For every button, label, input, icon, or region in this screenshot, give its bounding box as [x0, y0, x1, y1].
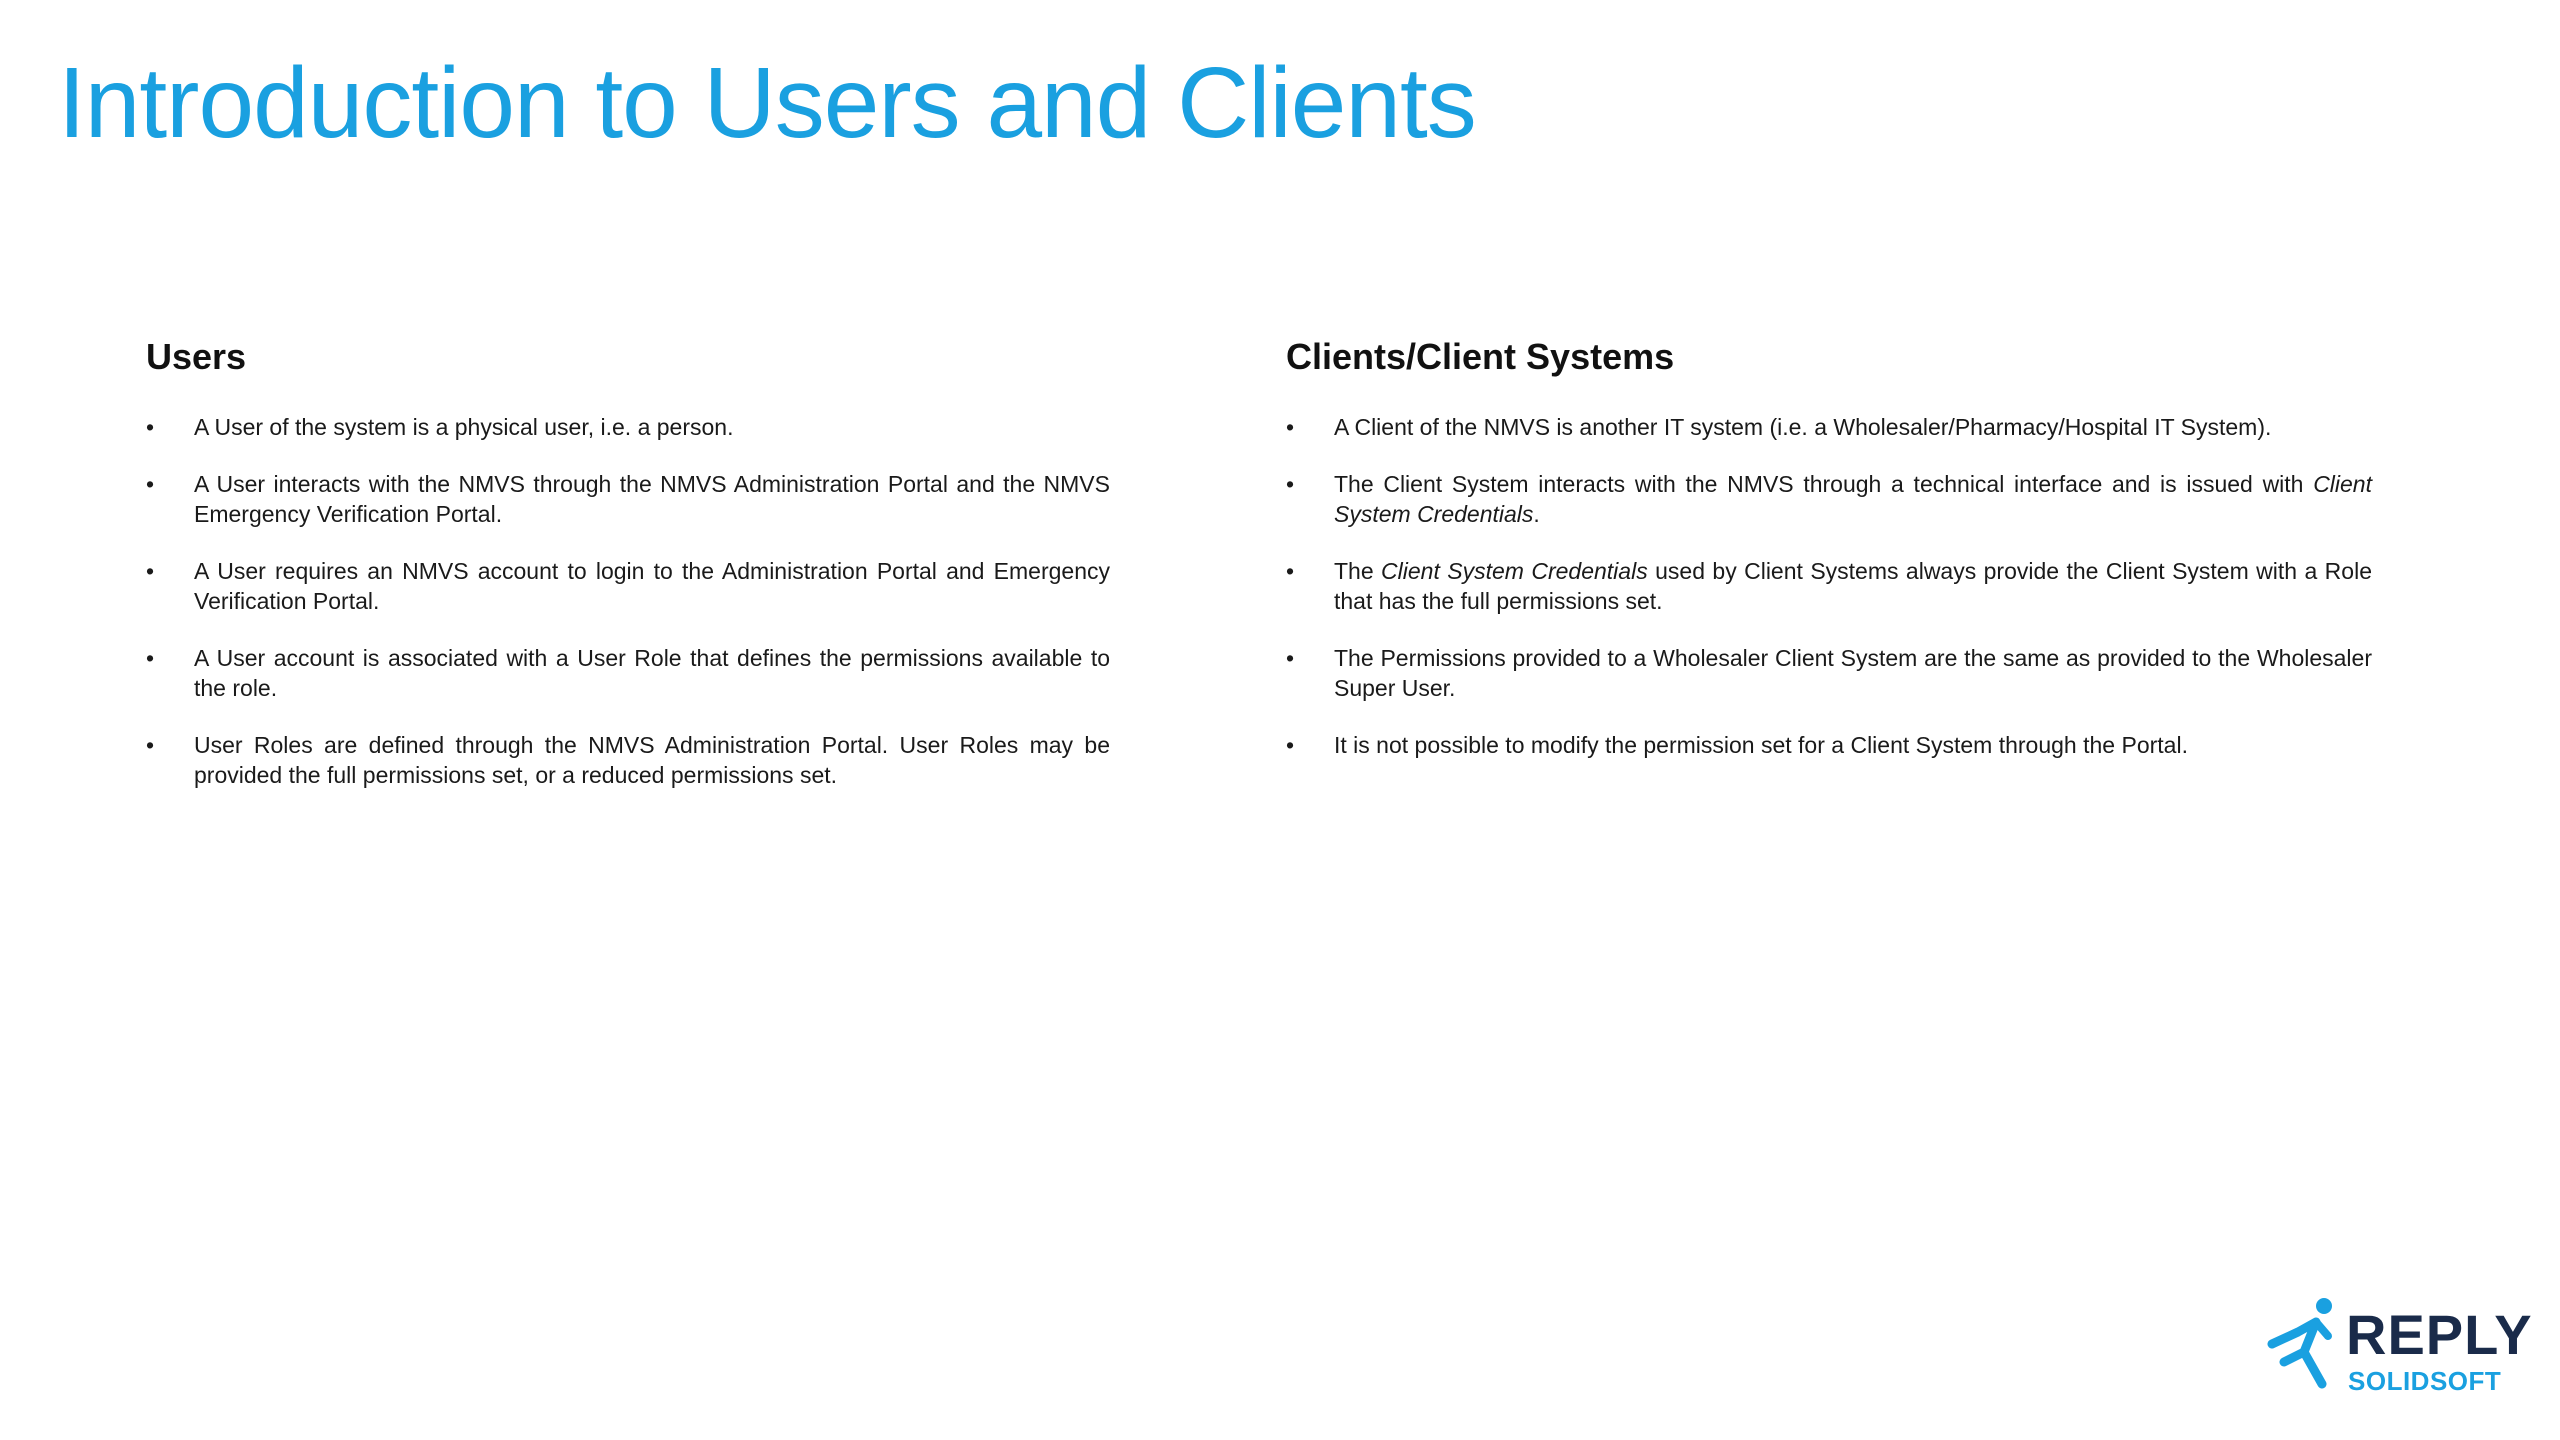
- bullet-item: [146, 730, 1110, 790]
- bullet-icon: •: [146, 645, 155, 671]
- bullet-text: A User requires an NMVS account to login to the Administration Portal and Emergency Verification Portal.: [194, 558, 1110, 614]
- bullet-text: User Roles are defined through the NMVS Administration Portal. User Roles may be provided the full permissions set, or a reduced permissions set.: [194, 732, 1110, 788]
- bullet-item: [1286, 412, 2372, 442]
- bullet-icon: •: [146, 558, 155, 584]
- bullet-text: The Client System interacts with the NMVS through a technical interface and is issued with Client System Credentials.: [1334, 471, 2372, 527]
- bullet-icon: •: [146, 414, 155, 440]
- bullet-item: [146, 469, 1110, 529]
- bullet-item: [1286, 643, 2372, 703]
- bullet-icon: •: [1286, 645, 1295, 671]
- bullet-icon: •: [146, 471, 155, 497]
- bullet-icon: •: [146, 732, 155, 758]
- bullet-item: [146, 643, 1110, 703]
- bullet-icon: •: [1286, 414, 1295, 440]
- bullet-text: The Client System Credentials used by Client Systems always provide the Client System with a Role that has the full permissions set.: [1334, 558, 2372, 614]
- bullet-icon: •: [1286, 471, 1295, 497]
- italic-term: Client System Credentials: [1381, 558, 1648, 584]
- bullet-item: [1286, 730, 2372, 760]
- bullet-text: A User account is associated with a User Role that defines the permissions available to the role.: [194, 645, 1110, 701]
- bullet-text: A User interacts with the NMVS through the NMVS Administration Portal and the NMVS Emergency Verification Portal.: [194, 471, 1110, 527]
- clients-section: [1286, 330, 2372, 787]
- bullet-item: [1286, 469, 2372, 529]
- bullet-item: [1286, 556, 2372, 616]
- users-bullet-list: [146, 412, 1110, 790]
- clients-heading: Clients/Client Systems: [1286, 336, 1675, 377]
- slide-title: Introduction to Users and Clients: [58, 47, 1476, 159]
- users-section: [146, 330, 1110, 817]
- reply-solidsoft-logo: [2264, 1292, 2544, 1402]
- bullet-item: [146, 412, 1110, 442]
- bullet-icon: •: [1286, 558, 1295, 584]
- users-heading: Users: [146, 336, 247, 377]
- bullet-text: A Client of the NMVS is another IT system (i.e. a Wholesaler/Pharmacy/Hospital IT System).: [1334, 414, 2272, 440]
- bullet-item: [146, 556, 1110, 616]
- logo-wordmark: REPLY: [2346, 1303, 2533, 1366]
- bullet-text: The Permissions provided to a Wholesaler Client System are the same as provided to the Wholesaler Super User.: [1334, 645, 2372, 701]
- bullet-text: It is not possible to modify the permission set for a Client System through the Portal.: [1334, 732, 2188, 758]
- bullet-text: A User of the system is a physical user, i.e. a person.: [194, 414, 734, 440]
- clients-bullet-list: [1286, 412, 2372, 760]
- running-figure-icon: [2264, 1292, 2344, 1392]
- bullet-icon: •: [1286, 732, 1295, 758]
- logo-subtitle: SOLIDSOFT: [2348, 1366, 2502, 1396]
- italic-term: Client System Credentials: [1334, 471, 2372, 527]
